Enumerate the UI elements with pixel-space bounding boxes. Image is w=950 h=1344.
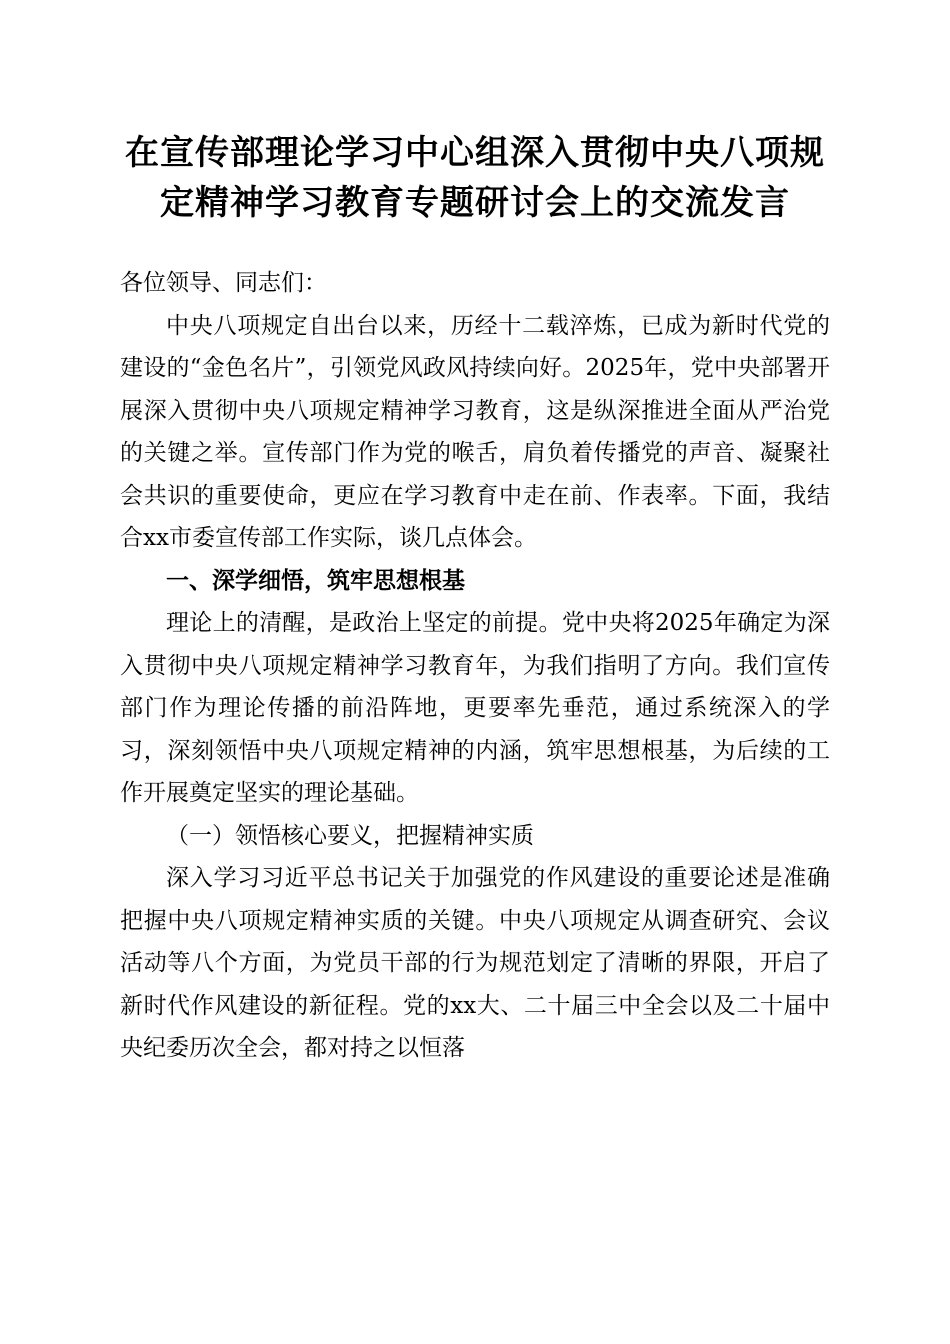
subsection-heading-1: （一）领悟核心要义，把握精神实质 (166, 822, 534, 849)
paragraph-subsection-1: 深入学习习近平总书记关于加强党的作风建设的重要论述是准确把握中央八项规定精神实质的关键。中央八项规定从调查研究、会议活动等八个方面，为党员干部的行为规范划定了清晰的界限，开启了新时代作风建设的新征程。党的xx大、二十届三中全会以及二十届中央纪委历次全会，都对持之以恒落 (120, 865, 830, 1061)
paragraph-intro: 中央八项规定自出台以来，历经十二载淬炼，已成为新时代党的建设的“金色名片”，引领党风政风持续向好。2025年，党中央部署开展深入贯彻中央八项规定精神学习教育，这是纵深推进全面从严治党的关键之举。宣传部门作为党的喉舌，肩负着传播党的声音、凝聚社会共识的重要使命，更应在学习教育中走在前、作表率。下面，我结合xx市委宣传部工作实际，谈几点体会。 (120, 312, 830, 551)
salutation: 各位领导、同志们： (120, 270, 327, 296)
title-line-1: 在宣传部理论学习中心组深入贯彻中央八项规 (125, 133, 825, 173)
title-line-2: 定精神学习教育专题研讨会上的交流发言 (160, 183, 790, 223)
document-body (120, 262, 830, 1070)
section-heading-1: 一、深学细悟，筑牢思想根基 (166, 566, 465, 594)
paragraph-section-1: 理论上的清醒，是政治上坚定的前提。党中央将2025年确定为深入贯彻中央八项规定精神学习教育年，为我们指明了方向。我们宣传部门作为理论传播的前沿阵地，更要率先垂范，通过系统深入的学习，深刻领悟中央八项规定精神的内涵，筑牢思想根基，为后续的工作开展奠定坚实的理论基础。 (120, 610, 830, 806)
document-title (120, 128, 830, 228)
